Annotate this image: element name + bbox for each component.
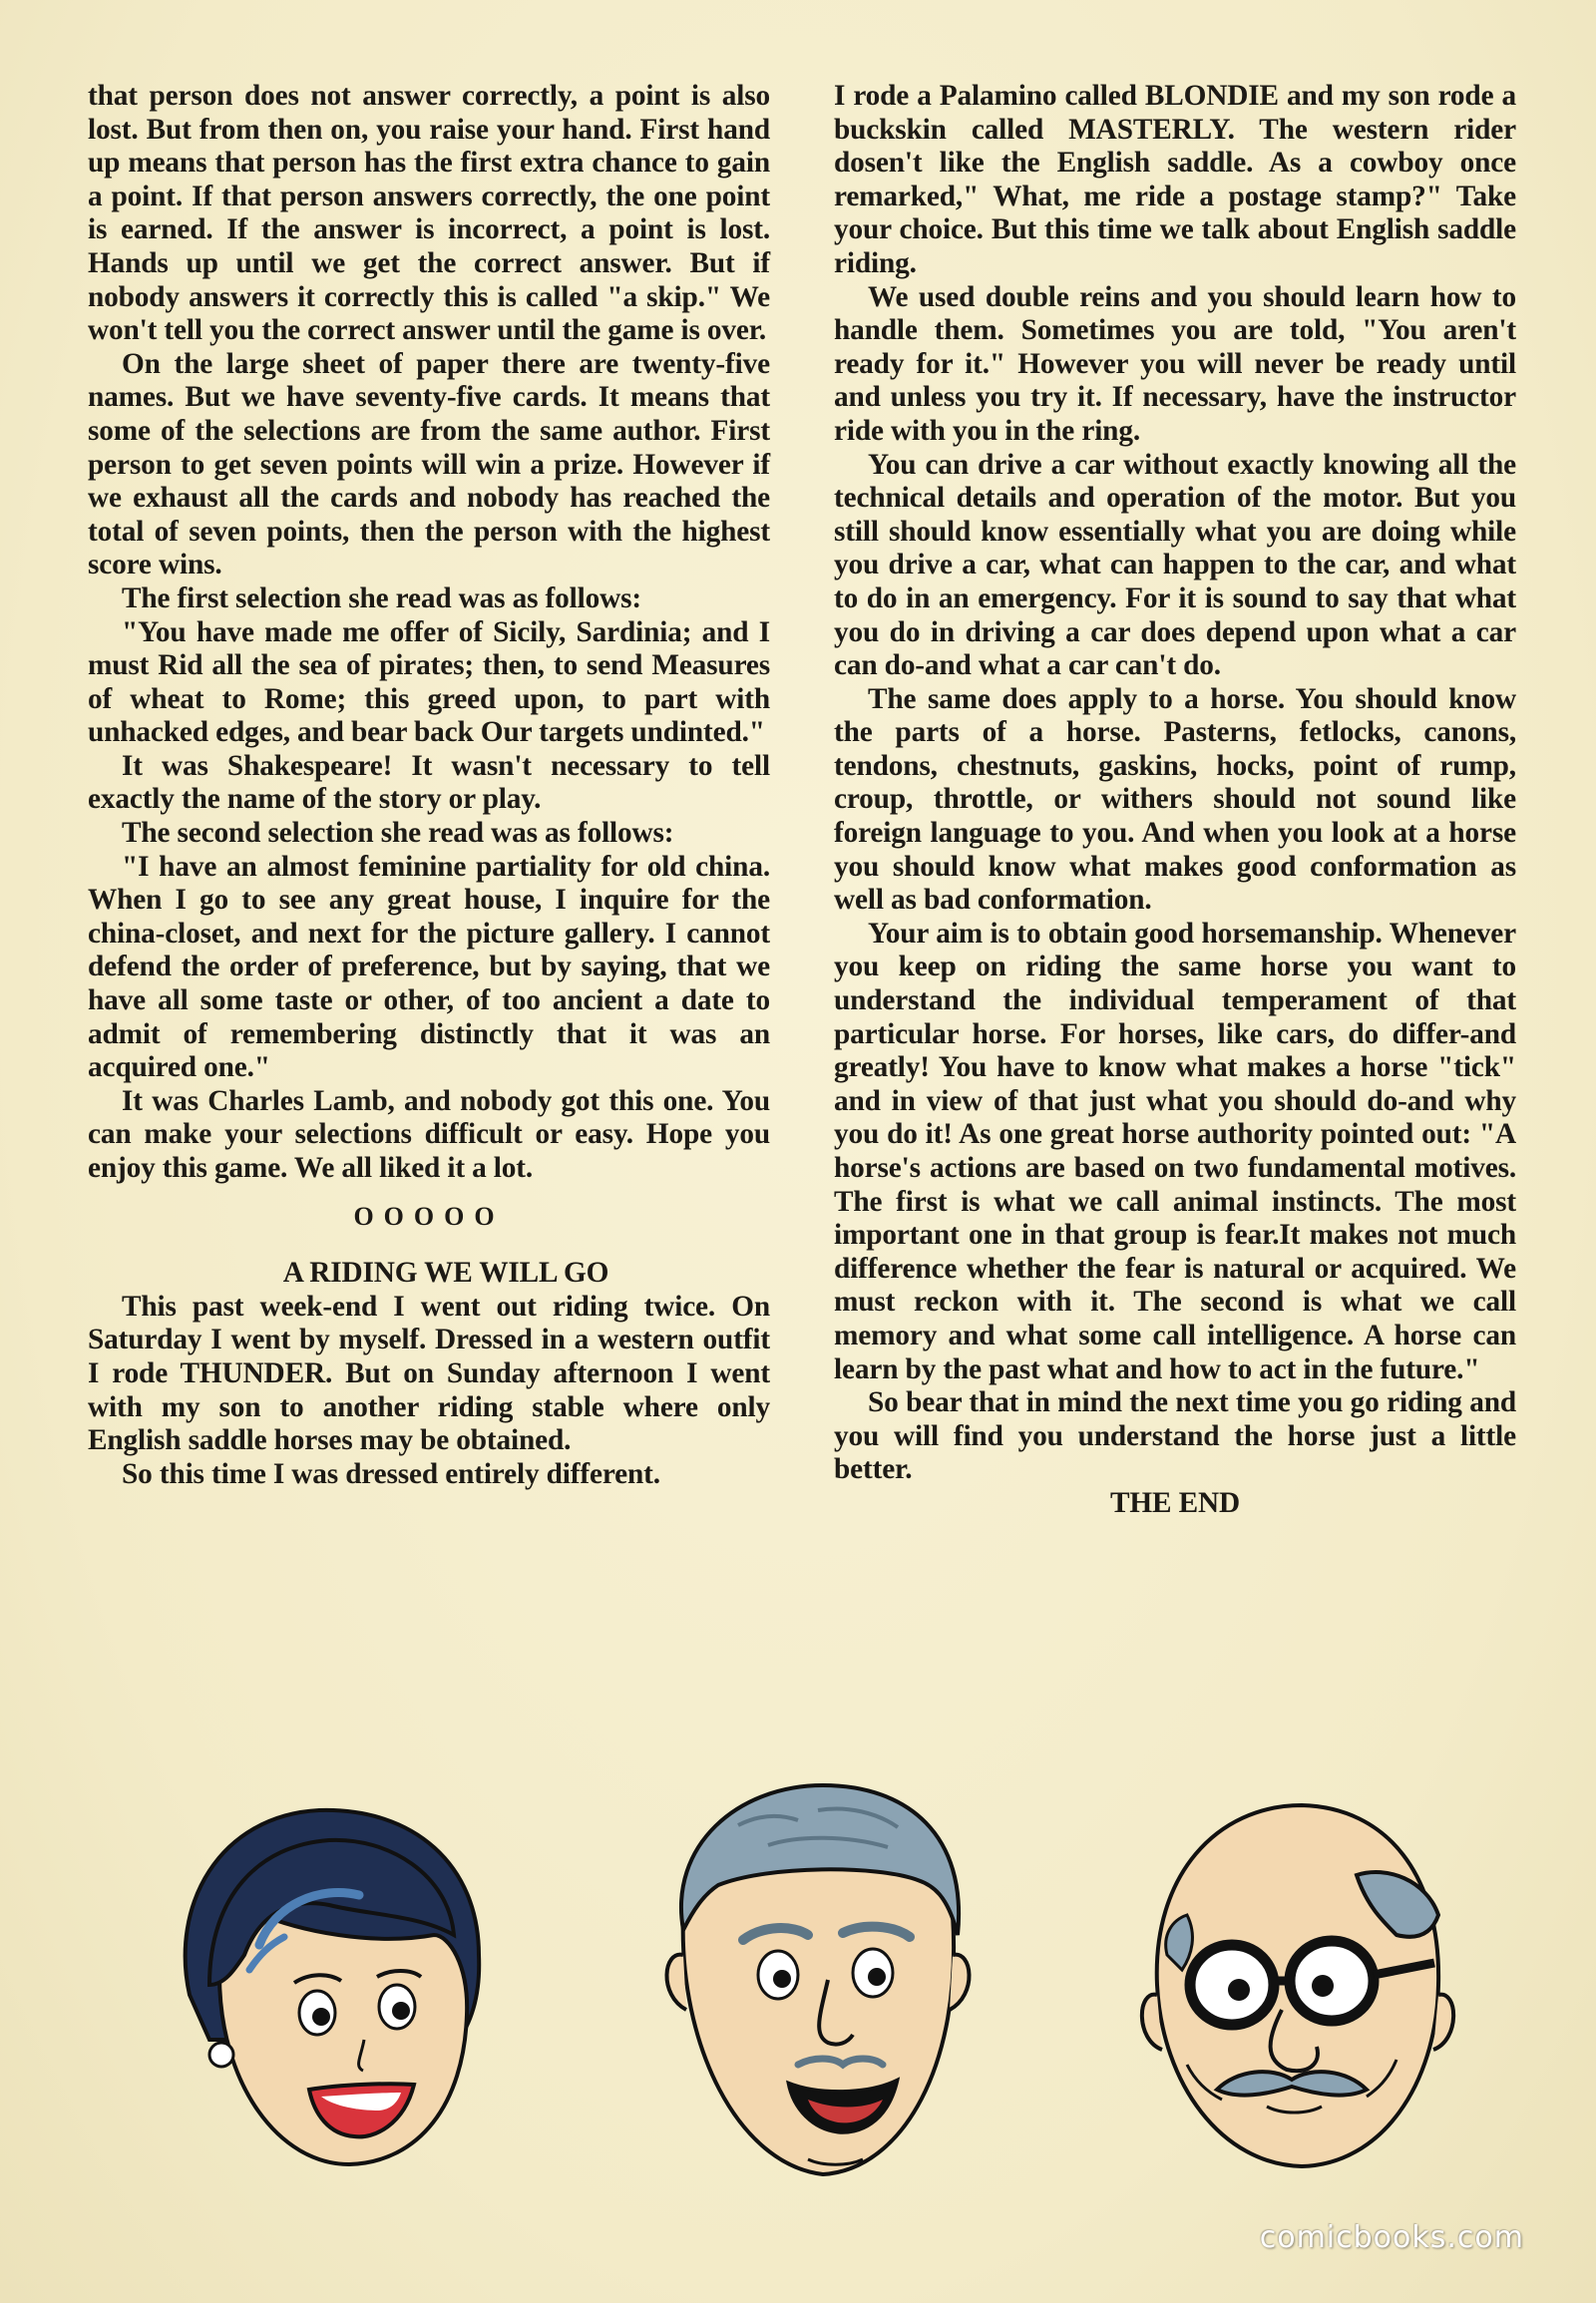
section-heading: A RIDING WE WILL GO — [282, 1257, 609, 1290]
text-columns — [88, 80, 1516, 1735]
section-divider: OOOOO — [353, 1201, 505, 1231]
right-column — [834, 80, 1516, 1735]
paragraph: that person does not answer correctly, a point is also lost. But from then on, you raise your hand. First hand up means that person has the first extra chance to gain a point. If that person answers correctly, the one point is earned. If the answer is incorrect, a point is lost. Hands up until we get the correct answer. But if nobody answers it correctly this is called "a skip." We won't tell you the correct answer until the game is over. — [88, 80, 770, 347]
paragraph: I rode a Palamino called BLONDIE and my son rode a buckskin called MASTERLY. The western rider dosen't like the English saddle. As a cowboy once remarked," What, me ride a postage stamp?" Take your choice. But this time we talk about English saddle riding. — [834, 80, 1516, 279]
paragraph: So bear that in mind the next time you go riding and you will find you understand the horse just a little better. — [834, 1386, 1516, 1486]
paragraph: You can drive a car without exactly knowing all the technical details and operation of the motor. But you still should know essentially what you are doing while you drive a car, what can happen to the car, and what to do in an emergency. For it is sound to say that what you do in driving a car does depend upon what a car can do-and what a car can't do. — [834, 448, 1516, 682]
paragraph: It was Shakespeare! It wasn't necessary to tell exactly the name of the story or play. — [88, 749, 770, 816]
the-end-label: THE END — [1110, 1486, 1240, 1519]
bald-man-face-illustration — [1127, 1785, 1466, 2184]
paragraph: On the large sheet of paper there are twenty-five names. But we have seventy-five cards. It means that some of the selections are from the same author. First person to get seven points will win a prize. However if we exhaust all the cards and nobody has reached the total of seven points, then the person with the highest score wins. — [88, 347, 770, 581]
paragraph: "You have made me offer of Sicily, Sardinia; and I must Rid all the sea of pirates; then, to send Measures of wheat to Rome; this greed upon, to part with unhacked edges, and bear back Our targets undinted." — [88, 615, 770, 749]
paragraph: "I have an almost feminine partiality for old china. When I go to see any great house, I inquire for the china-closet, and next for the picture gallery. I cannot defend the order of preference, but by saying, that we have all some taste or other, of too ancient a date to admit of remembering distinctly that it was an acquired one." — [88, 850, 770, 1084]
paragraph: The same does apply to a horse. You should know the parts of a horse. Pasterns, fetlocks, canons, tendons, chestnuts, gaskins, hocks, point of rump, croup, throttle, or withers should not sound like foreign language to you. And when you look at a horse you should know what makes good conformation as well as bad conformation. — [834, 682, 1516, 917]
paragraph: It was Charles Lamb, and nobody got this one. You can make your selections difficult or easy. Hope you enjoy this game. We all liked it a lot. — [88, 1084, 770, 1184]
paragraph: So this time I was dressed entirely different. — [122, 1457, 660, 1490]
watermark-text: comicbooks.com — [1259, 2220, 1524, 2255]
paragraph: This past week-end I went out riding twice. On Saturday I went by myself. Dressed in a western outfit I rode THUNDER. But on Sunday afternoon I went with my son to another riding stable where only English saddle horses may be obtained. — [88, 1290, 770, 1457]
woman-face-illustration — [150, 1785, 509, 2184]
paragraph: Your aim is to obtain good horsemanship. Whenever you keep on riding the same horse you want to understand the individual temperament of that particular horse. For horses, like cars, do differ-and greatly! You have to know what makes a horse "tick" and in view of that just what you should do-and why you do it! As one great horse authority pointed out: "A horse's actions are based on two fundamental motives. The first is what we call animal instincts. The most important one in that group is fear.It makes not much difference whether the fear is natural or acquired. We must reckon with it. The second is what we call memory and what some call intelligence. A horse can learn by the past what and how to act in the future." — [834, 917, 1516, 1385]
paragraph: We used double reins and you should learn how to handle them. Sometimes you are told, "You aren't ready for it." However you will never be ready until and unless you try it. If necessary, have the instructor ride with you in the ring. — [834, 280, 1516, 447]
paragraph: The second selection she read was as follows: — [122, 817, 674, 850]
character-portraits — [150, 1765, 1476, 2194]
left-column — [88, 80, 770, 1735]
man-face-illustration — [648, 1765, 988, 2194]
paragraph: The first selection she read was as follows: — [122, 581, 641, 614]
